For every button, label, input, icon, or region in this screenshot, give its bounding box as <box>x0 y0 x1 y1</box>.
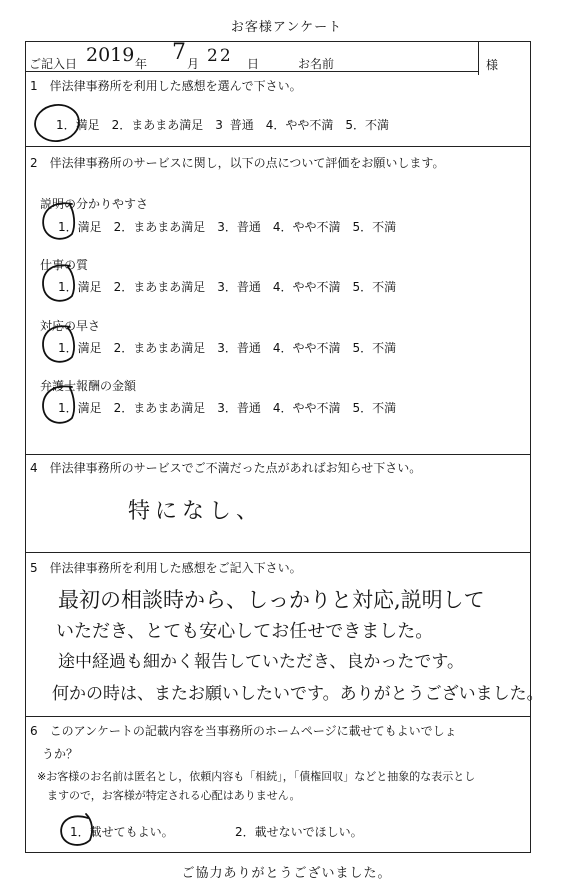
header-underline <box>25 71 478 72</box>
q5-question: 5 伴法律事務所を利用した感想をご記入下さい。 <box>30 561 302 575</box>
q4-question: 4 伴法律事務所のサービスでご不満だった点があればお知らせ下さい。 <box>30 461 422 475</box>
survey-title: お客様アンケート <box>230 20 343 35</box>
divider-q4 <box>25 552 531 553</box>
q6-option-allow[interactable]: 1．載せてもよい。 <box>70 825 174 839</box>
month-value[interactable]: 7 <box>172 40 186 65</box>
q1-options[interactable]: 1．満足 2．まあまあ満足 3 普通 4．やや不満 5．不満 <box>56 118 389 132</box>
day-value[interactable]: 22 <box>207 46 233 66</box>
q5-answer-line[interactable]: 途中経過も細かく報告していただき、良かったです。 <box>58 652 464 672</box>
divider-q1 <box>25 146 531 147</box>
name-divider <box>478 41 479 75</box>
q5-answer-line[interactable]: 何かの時は、またお願いしたいです。ありがとうございました。 <box>52 684 544 704</box>
q5-answer-line[interactable]: いただき、とても安心してお任せできました。 <box>56 621 434 642</box>
q6-note-line2: ますので，お客様が特定される心配はありません。 <box>47 789 301 802</box>
q6-note-line1: ※お客様のお名前は匿名とし，依頼内容も「相続」，「債権回収」などと抽象的な表示とし <box>37 770 476 783</box>
q2-question: 2 伴法律事務所のサービスに関し，以下の点について評価をお願いします。 <box>30 156 445 170</box>
q2-item-label-fee: 弁護士報酬の金額 <box>40 379 137 393</box>
divider-q2 <box>25 454 531 455</box>
q6-question-line1: 6 このアンケートの記載内容を当事務所のホームページに載せてもよいでしょ <box>30 724 457 738</box>
q2-item-options-clarity[interactable]: 1．満足 2．まあまあ満足 3．普通 4．やや不満 5．不満 <box>58 220 397 234</box>
day-label: 日 <box>247 57 260 71</box>
closing-thanks: ご協力ありがとうございました。 <box>181 866 392 881</box>
q6-question-line2: うか？ <box>42 747 79 761</box>
month-label: 月 <box>187 57 200 71</box>
q5-answer-line[interactable]: 最初の相談時から、しっかりと対応,説明して <box>58 588 485 612</box>
q2-item-label-speed: 対応の早さ <box>40 319 101 333</box>
q2-item-options-speed[interactable]: 1．満足 2．まあまあ満足 3．普通 4．やや不満 5．不満 <box>58 341 397 355</box>
date-prefix: ご記入日 <box>29 57 78 71</box>
q2-item-options-quality[interactable]: 1．満足 2．まあまあ満足 3．普通 4．やや不満 5．不満 <box>58 280 397 294</box>
year-label: 年 <box>135 57 148 71</box>
q2-item-label-quality: 仕事の質 <box>40 258 89 272</box>
year-value[interactable]: 2019 <box>86 44 135 66</box>
q4-answer[interactable]: 特になし、 <box>128 499 264 524</box>
q6-option-deny[interactable]: 2．載せないでほしい。 <box>235 825 363 839</box>
q1-question: 1 伴法律事務所を利用した感想を選んで下さい。 <box>30 79 302 93</box>
q2-item-label-clarity: 説明の分かりやすさ <box>40 197 149 211</box>
divider-q5 <box>25 716 531 717</box>
honorific-label: 様 <box>486 58 499 72</box>
q2-item-options-fee[interactable]: 1．満足 2．まあまあ満足 3．普通 4．やや不満 5．不満 <box>58 401 397 415</box>
name-label: お名前 <box>298 57 335 71</box>
